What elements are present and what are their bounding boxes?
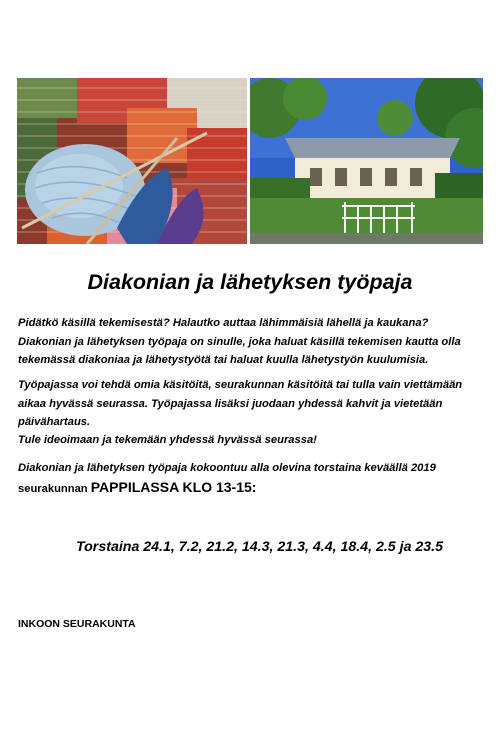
organization-name: INKOON SEURAKUNTA — [18, 618, 136, 630]
meeting-dates: Torstaina 24.1, 7.2, 21.2, 14.3, 21.3, 4.4, 18.4, 2.5 ja 23.5 — [76, 539, 444, 555]
page-title: Diakonian ja lähetyksen työpaja — [87, 270, 413, 294]
schedule-paragraph — [18, 459, 483, 498]
intro-paragraph: Pidätkö käsillä tekemisestä? Halautko auttaa lähimmäisiä lähellä ja kaukana? Diakonian ja lähetyksen työpaja on sinulle, joka haluat käsillä tekemisen kautta olla tekemässä diakoniaa ja lähetystyötä tai haluat kuulla lähetystyön kuulumisia. — [18, 317, 461, 366]
activities-paragraph: Työpajassa voi tehdä omia käsitöitä, seurakunnan käsitöitä tai tulla vain viettämään aikaa hyvässä seurassa. Työpajassa lisäksi juodaan yhdessä kahvit ja vietetään päivähartaus. — [18, 379, 463, 428]
parsonage-house-photo — [250, 78, 483, 244]
knitting-photo — [17, 78, 247, 244]
invitation-paragraph: Tule ideoimaan ja tekemään yhdessä hyvässä seurassa! — [18, 434, 317, 446]
schedule-prefix: seurakunnan — [18, 482, 88, 495]
location-time: PAPPILASSA KLO 13-15: — [90, 478, 257, 495]
schedule-text: Diakonian ja lähetyksen työpaja kokoontuu alla olevina torstaina keväällä 2019 — [18, 462, 436, 474]
